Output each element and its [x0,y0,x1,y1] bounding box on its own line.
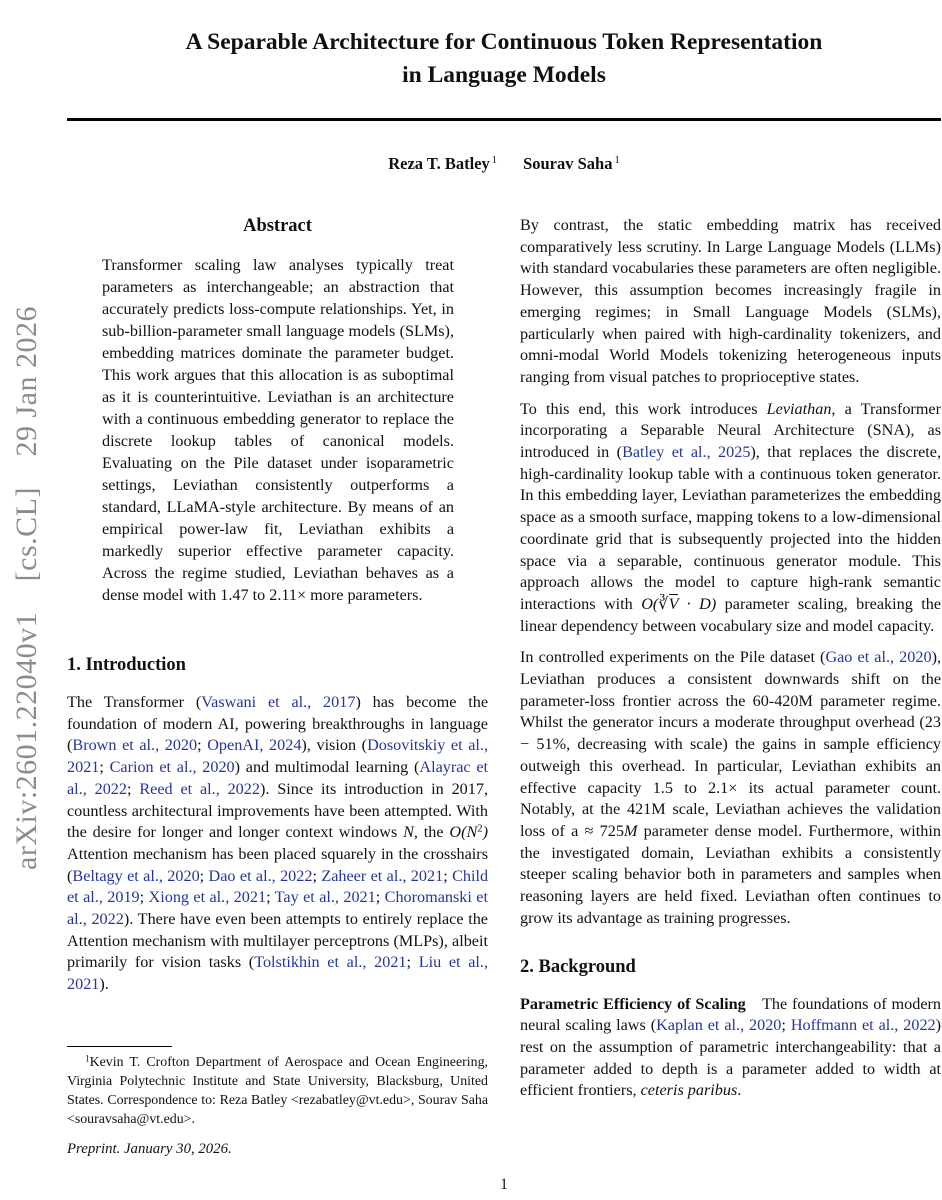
citation-link[interactable]: Tay et al., 2021 [274,888,376,907]
citation-link[interactable]: Reed et al., 2022 [139,779,260,798]
text-segment: V [668,594,679,613]
paper-title-line-2: in Language Models [402,62,606,88]
text-segment: ) rest on the assumption of parametric interchangeability: that a parameter added to depth is a parameter added to width at efficient frontiers, [520,1016,942,1100]
citation-link[interactable]: Tolstikhin et al., 2021 [254,953,407,972]
author-1-name: Reza T. Batley [388,154,490,173]
text-segment: ), that replaces the discrete, high-cardinality lookup table with a continuous token generator. In this embedding layer, Leviathan parameterizes the embedding space as a smooth surface, mapping tokens to a low-dimensional coordinate grid that is subsequently projected into the hidden space via a separable, continuous generator module. This approach allows the model to capture high-rank semantic interactions with [520,443,941,613]
text-segment: ) [482,823,488,842]
text-segment: ). Since its introduction in 2017, countless architectural improvements have been attempted. With the desire for longer and longer context windows [67,779,489,842]
citation-link[interactable]: Dosovitskiy et al., 2021 [67,736,488,777]
text-segment: ∛ [658,594,669,613]
text-segment: ceteris paribus [640,1081,738,1100]
text-segment: N [403,823,414,842]
text-segment: ; [443,866,453,885]
introduction-paragraph [67,692,488,996]
text-segment: ), Leviathan produces a consistent downwards shift on the parameter-loss frontier across the 60-420M parameter regime. Whilst the generator incurs a moderate throughput overhead (23 − 51%, decreasing with scale) the gains in sample efficiency outweigh this overhead. In particular, Leviathan exhibits an effective capacity 1.5 to 2.1× its actual parameter count. Notably, at the 421M scale, Leviathan achieves the validation loss of a ≈ 725 [520,648,941,840]
text-segment: ; [406,953,419,972]
text-segment: ) and multimodal learning ( [234,758,420,777]
text-segment: ; [197,736,208,755]
citation-link[interactable]: Hoffmann et al., 2022 [790,1016,936,1035]
citation-link[interactable]: Choromanski et al., 2022 [67,888,488,929]
section-heading-background: 2. Background [520,956,636,977]
text-segment: The foundations of modern neural scaling laws ( [520,994,941,1035]
citation-link[interactable]: Zaheer et al., 2021 [321,866,444,885]
text-segment: ) has become the foundation of modern AI, powering breakthroughs in language ( [67,693,489,755]
text-segment: O(N [449,823,478,842]
citation-link[interactable]: Alayrac et al., 2022 [67,758,489,798]
citation-link[interactable]: OpenAI, 2024 [207,736,302,755]
citation-link[interactable]: Child et al., 2019 [67,866,489,907]
author-2 [523,154,620,173]
text-segment: parameter scaling, breaking the linear dependency between vocabulary size and model capacity. [520,594,942,635]
text-segment: O( [641,594,659,613]
text-segment: ; [99,758,110,777]
author-list [67,154,941,174]
text-segment: 2 [477,822,483,835]
text-segment: ; [375,888,385,907]
citation-link[interactable]: Vaswani et al., 2017 [201,693,356,711]
author-1 [388,154,497,173]
footnote-text [67,1053,488,1129]
citation-link[interactable]: Xiong et al., 2021 [148,888,267,907]
abstract-text: Transformer scaling law analyses typically treat parameters as interchangeable; an abstraction that accurately predicts loss-compute relationships. Yet, in sub-billion-parameter small language models (SLMs), embedding matrices dominate the parameter budget. This work argues that this allocation is as suboptimal as it is counterintuitive. Leviathan is an architecture with a continuous embedding generator to replace the discrete lookup tables of canonical models. Evaluating on the Pile dataset under isoparametric settings, Leviathan consistently outperforms a standard, LLaMA-style architecture. By means of an empirical power-law fit, Leviathan exhibits a markedly superior effective parameter capacity. Across the regime studied, Leviathan behaves as a dense model with 1.47 to 2.11× more parameters. [102,256,454,604]
arxiv-watermark: arXiv:2601.22040v1 [cs.CL] 29 Jan 2026 [10,306,43,870]
section-heading-introduction: 1. Introduction [67,655,186,675]
text-segment: In controlled experiments on the Pile dataset ( [520,648,826,667]
text-segment: To this end, this work introduces [520,399,767,418]
text-segment: ; [266,888,275,907]
text-segment: Parametric Efficiency of Scaling [520,994,746,1013]
right-paragraph-3 [520,647,941,929]
author-2-affiliation-mark: 1 [614,155,620,167]
left-column [67,215,488,1006]
citation-link[interactable]: Kaplan et al., 2020 [656,1016,782,1035]
text-segment: ; [312,866,322,885]
text-segment: ), vision ( [301,736,368,755]
right-column [520,215,941,1112]
text-segment: ; [139,888,149,907]
text-segment: parameter dense model. Furthermore, within the investigated domain, Leviathan exhibits a consistently steeper scaling behavior both in parameters and samples when reasoning layers are held fixed. Leviathan often continues to grow its advantage as training progresses. [520,821,941,927]
author-2-name: Sourav Saha [523,154,613,173]
citation-link[interactable]: Liu et al., 2021 [67,953,489,994]
text-segment: ; [781,1016,791,1035]
text-segment: · D) [678,594,717,613]
text-segment: M [623,821,638,840]
citation-link[interactable]: Brown et al., 2020 [72,736,198,755]
text-segment: , a Transformer incorporating a Separable Neural Architecture (SNA), as introduced in ( [520,399,941,462]
author-1-affiliation-mark: 1 [491,155,498,167]
background-paragraph [520,994,941,1103]
text-segment: ; [127,779,140,798]
text-segment: 1 [85,1053,90,1064]
citation-link[interactable]: Beltagy et al., 2020 [72,866,200,885]
citation-link[interactable]: Batley et al., 2025 [622,443,751,462]
citation-link[interactable]: Carion et al., 2020 [109,758,235,777]
text-segment: Kevin T. Crofton Department of Aerospace and Ocean Engineering, Virginia Polytechnic Institute and State University, Blacksburg, United States. Correspondence to: Reza Batley <rezabatley@vt.edu>, Sourav Saha <souravsaha@vt.edu>. [67,1055,488,1127]
footnote-rule [67,1046,172,1047]
page-number: 1 [500,1176,508,1193]
text-segment: Attention mechanism has been placed squarely in the crosshairs ( [67,844,488,885]
paper-title-line-1: A Separable Architecture for Continuous Token Representation [185,29,823,55]
text-segment: ). [99,975,109,994]
citation-link[interactable]: Dao et al., 2022 [208,866,313,885]
text-segment: Leviathan [766,399,832,418]
text-segment: . [737,1081,742,1100]
right-paragraph-2 [520,399,941,638]
text-segment: , the [413,823,450,842]
preprint-note: Preprint. January 30, 2026. [67,1141,232,1157]
right-paragraph-1: By contrast, the static embedding matrix has received comparatively less scrutiny. In Large Language Models (LLMs) with standard vocabularies these parameters are often negligible. However, this assumption becomes increasingly fragile in emerging regimes; in Small Language Models (SLMs), particularly when paired with high-cardinality tokenizers, and omni-modal World Models tokenizing heterogeneous inputs ranging from visual patches to proprioceptive states. [520,216,941,386]
paper-title [67,26,941,92]
text-segment: The Transformer ( [67,693,202,711]
text-segment: ). There have even been attempts to entirely replace the Attention mechanism with multilayer perceptrons (MLPs), albeit primarily for vision tasks ( [67,910,488,972]
citation-link[interactable]: Gao et al., 2020 [825,648,932,667]
title-separator-rule [67,118,941,121]
footnote [67,1046,488,1129]
abstract-heading: Abstract [243,216,312,236]
text-segment: ; [199,866,209,885]
